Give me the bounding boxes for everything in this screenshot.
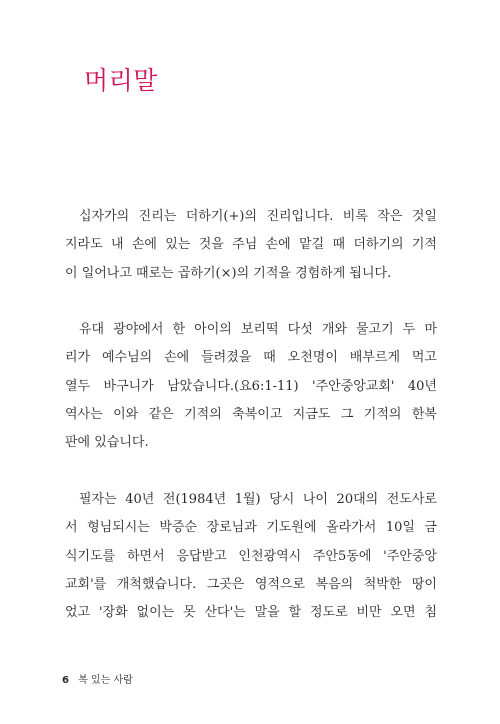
text-line: 필자는 40년 전(1984년 1월) 당시 나이 20대의 전도사로 [79, 491, 437, 507]
page-footer [62, 674, 133, 688]
text-line: 식기도를 하면서 응답받고 인천광역시 주안5동에 '주안중앙 [65, 548, 437, 564]
text-line: 역사는 이와 같은 기적의 축복이고 지금도 그 기적의 한복 [65, 407, 437, 423]
text-line: 유대 광야에서 한 아이의 보리떡 다섯 개와 물고기 두 마 [79, 322, 437, 338]
text-line: 지라도 내 손에 있는 것을 주님 손에 맡길 때 더하기의 기적 [65, 237, 437, 253]
text-line: 십자가의 진리는 더하기(+)의 진리입니다. 비록 작은 것일 [79, 209, 437, 224]
text-line: 서 형님되시는 박증순 장로님과 기도원에 올라가서 10일 금 [65, 520, 437, 536]
book-title: 복 있는 사람 [78, 675, 133, 686]
paragraph-1 [65, 203, 437, 288]
text-line: 리가 예수님의 손에 들려졌을 때 오천명이 배부르게 먹고 [65, 350, 437, 366]
paragraph-2 [65, 316, 437, 457]
chapter-title: 머리말 [84, 66, 158, 95]
text-line: 교회'를 개척했습니다. 그곳은 영적으로 복음의 척박한 땅이 [65, 576, 437, 592]
text-line: 열두 바구니가 남았습니다.(요6:1-11) '주안중앙교회' 40년 [65, 378, 437, 394]
text-line: 판에 있습니다. [65, 435, 149, 451]
text-line: 이 일어나고 때로는 곱하기(×)의 기적을 경험하게 됩니다. [65, 265, 392, 281]
page-number: 6 [62, 675, 69, 686]
body-text [65, 203, 437, 627]
paragraph-3 [65, 486, 437, 627]
text-line: 었고 '장화 없이는 못 산다'는 말을 할 정도로 비만 오면 침 [65, 605, 437, 621]
